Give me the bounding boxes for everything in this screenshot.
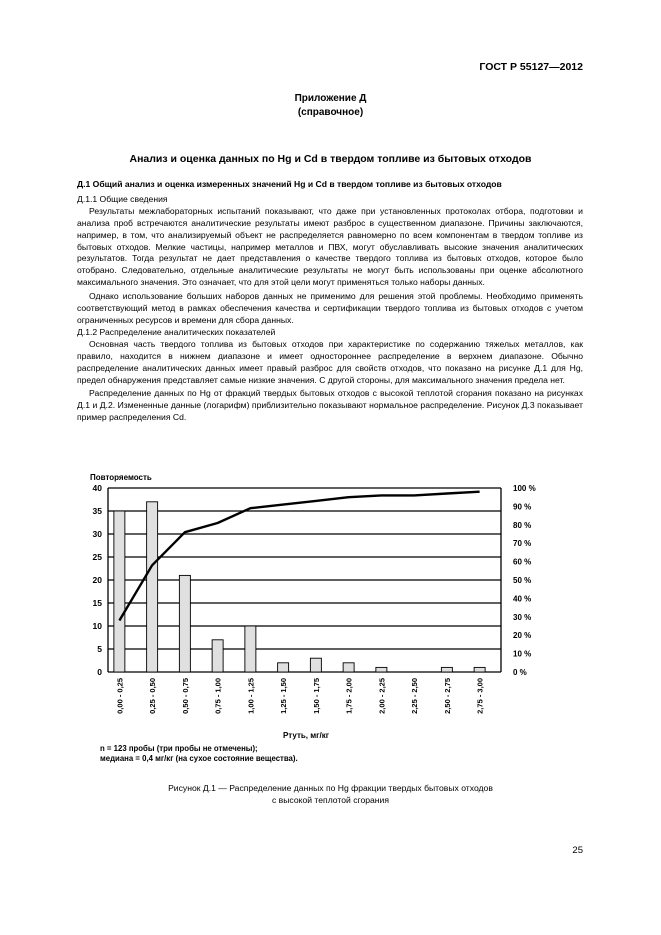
paragraph-3: Основная часть твердого топлива из бытовых отходов при характеристике по содержанию тяжелых металлов, как правило, находится в нижнем диапазоне и имеет одностороннее распределение в верхнем диапазоне. Обычно распределение аналитических данных имеет правый разброс для свойств отходов, что показано на рисунке Д.1 для Hg, предел обнаружения представляет самые низкие значения. С другой стороны, для максимального значения предела нет. <box>77 338 583 385</box>
bar <box>114 511 125 672</box>
y-tick-label: 5 <box>97 644 102 654</box>
y-tick-label: 20 <box>92 575 102 585</box>
y2-tick-label: 80 % <box>513 520 532 530</box>
y-tick-label: 0 <box>97 667 102 677</box>
y-tick-label: 35 <box>92 506 102 516</box>
y2-tick-label: 10 % <box>513 649 532 659</box>
bar <box>343 663 354 672</box>
y2-tick-label: 50 % <box>513 576 532 585</box>
paragraph-4: Распределение данных по Hg от фракций твердых бытовых отходов с высокой теплотой сгорания показано на рисунках Д.1 и Д.2. Измененные данные (логарифм) приблизительно показывают нормальное распределение. Рисунок Д.3 показывает пример распределения Cd. <box>77 388 583 423</box>
y2-tick-label: 60 % <box>513 557 532 567</box>
y2-tick-label: 40 % <box>513 594 532 604</box>
x-tick-label: 2,00 - 2,25 <box>377 678 387 714</box>
paragraph-2: Однако использование больших наборов данных не применимо для решения этой проблемы. Необходимо применять соответствующий метод в рамках обеспечения качества и сертификации твердого топлива из бытовых отходов с учетом ограниченных ресурсов и времени для сбора данных. <box>77 291 583 325</box>
bar <box>376 667 387 672</box>
subsection-title-2: Д.1.2 Распределение аналитических показателей <box>77 326 276 337</box>
x-tick-label: 1,00 - 1,25 <box>246 678 256 714</box>
section-d1 <box>77 179 583 424</box>
caption-line-1: Рисунок Д.1 — Распределение данных по Hg фракции твердых бытовых отходов <box>168 783 493 793</box>
section-title: Д.1 Общий анализ и оценка измеренных значений Hg и Cd в твердом топливе из бытовых отходов <box>77 179 502 189</box>
bar <box>147 502 158 672</box>
bar <box>441 667 452 672</box>
y2-tick-label: 90 % <box>513 502 532 512</box>
y-tick-label: 10 <box>92 621 102 631</box>
x-tick-label: 1,75 - 2,00 <box>344 678 354 714</box>
bar <box>474 667 485 672</box>
main-title: Анализ и оценка данных по Hg и Cd в твердом топливе из бытовых отходов <box>129 153 532 165</box>
page-number: 25 <box>572 845 583 856</box>
y-tick-label: 40 <box>92 483 102 493</box>
y2-tick-label: 70 % <box>513 539 532 549</box>
x-axis-label: Ртуть, мг/кг <box>282 731 330 740</box>
x-tick-label: 2,50 - 2,75 <box>442 678 452 714</box>
appendix-title: Приложение Д <box>294 93 367 104</box>
y-axis-label: Повторяемость <box>90 473 152 482</box>
bar <box>212 640 223 672</box>
bar <box>310 658 321 672</box>
y2-tick-label: 30 % <box>513 612 532 622</box>
x-tick-label: 2,25 - 2,50 <box>410 678 420 714</box>
x-tick-label: 0,25 - 0,50 <box>148 678 158 714</box>
y-tick-label: 30 <box>92 529 102 539</box>
x-tick-label: 0,00 - 0,25 <box>115 678 125 714</box>
caption-line-2: с высокой теплотой сгорания <box>272 795 389 805</box>
paragraph-1: Результаты межлабораторных испытаний показывают, что даже при установленных протоколах отбора, подготовки и анализа проб встречаются аналитические результаты имеют разброс в существенном диапазоне. Причины заключаются, например, в том, что анализируемый объект не распределяется равномерно по всем компонентам в твердом топливе из бытовых отходов. Мелкие частицы, например металлов и ПВХ, могут обуславливать высокие значения аналитических результатов. Тогда результат не дает представления о качестве твердого топлива из бытовых отходов, которое было отобрано. Следовательно, отдельные аналитические результаты не могут быть использованы при оценке абсолютного максимального значения. Это означает, что для этой цели могут применяться только наборы данных. <box>77 205 583 288</box>
y2-tick-label: 100 % <box>513 484 536 493</box>
appendix-subtitle: (справочное) <box>297 107 364 118</box>
y-tick-label: 15 <box>92 598 102 608</box>
appendix-heading <box>0 92 661 120</box>
chart-note: n = 123 пробы (три пробы не отмечены); <box>100 744 258 753</box>
x-tick-label: 2,75 - 3,00 <box>475 678 485 714</box>
document-code: ГОСТ Р 55127—2012 <box>479 61 583 73</box>
bar <box>245 626 256 672</box>
subsection-title-1: Д.1.1 Общие сведения <box>77 193 168 204</box>
x-tick-label: 1,25 - 1,50 <box>279 678 289 714</box>
y2-tick-label: 20 % <box>513 631 532 641</box>
chart-note: медиана = 0,4 мг/кг (на сухое состояние вещества). <box>100 754 298 763</box>
histogram-chart <box>68 468 568 773</box>
x-tick-label: 0,50 - 0,75 <box>180 678 190 714</box>
x-tick-label: 0,75 - 1,00 <box>213 678 223 714</box>
bar <box>278 663 289 672</box>
y-tick-label: 25 <box>92 552 102 562</box>
y2-tick-label: 0 % <box>513 668 527 677</box>
figure-caption <box>0 782 661 806</box>
x-tick-label: 1,50 - 1,75 <box>311 678 321 714</box>
bar <box>179 575 190 672</box>
